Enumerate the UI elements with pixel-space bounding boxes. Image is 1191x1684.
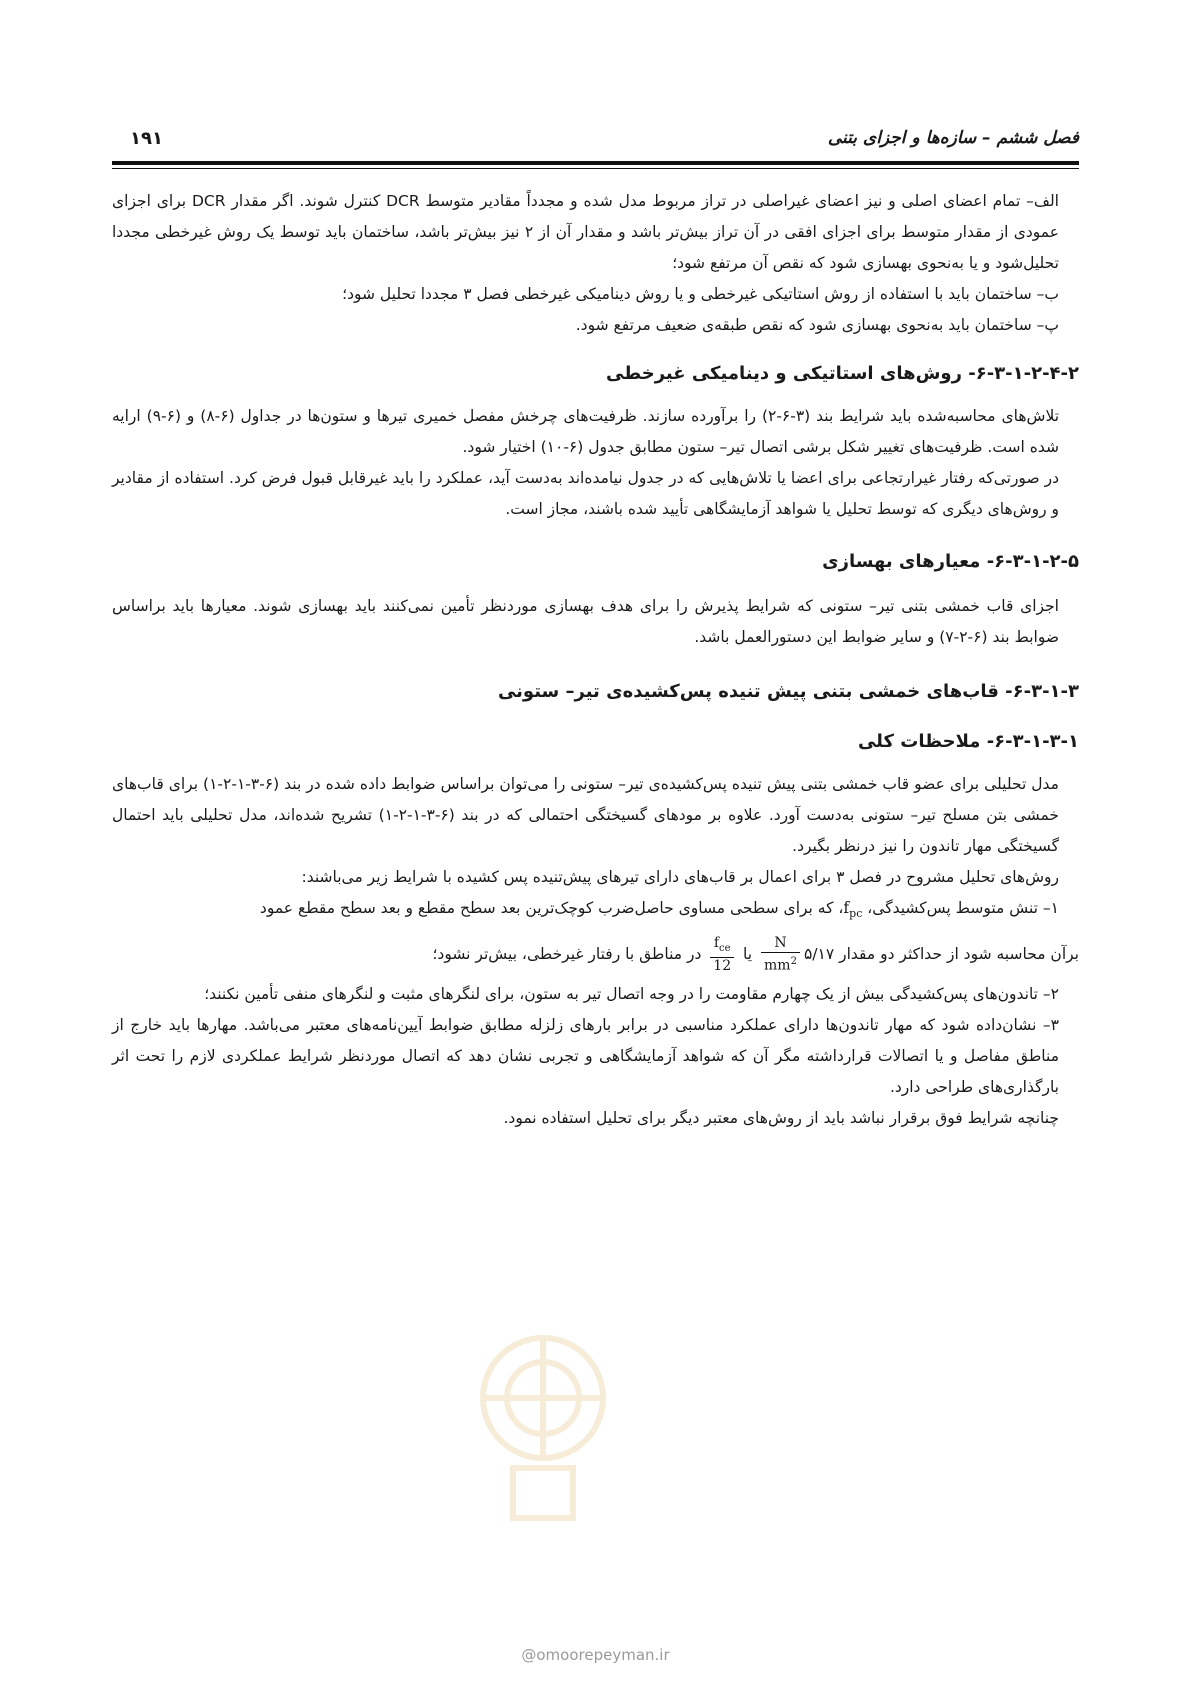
watermark-logo bbox=[458, 1318, 628, 1538]
formula-symbol: $f_{pc}$ bbox=[843, 899, 863, 921]
list-item-text: یا bbox=[738, 945, 758, 964]
section-heading: ۶-۳-۱-۳-۱- ملاحظات کلی bbox=[857, 731, 1079, 752]
list-item-text: برآن محاسبه شود از حداکثر دو مقدار bbox=[834, 945, 1079, 964]
list-item-2: ۲– تاندون‌های پس‌کشیدگی بیش از یک چهارم مقاومت را در وجه اتصال تیر به ستون، برای لنگرهای مثبت و لنگرهای منفی تأمین نکنند؛ bbox=[204, 985, 1059, 1004]
paragraph-b: ب– ساختمان باید با استفاده از روش استاتیکی غیرخطی و یا روش دینامیکی غیرخطی فصل ۳ مجددا تحلیل شود؛ bbox=[342, 285, 1059, 303]
formula-fraction bbox=[710, 935, 734, 975]
header-rule-thin bbox=[112, 168, 1079, 169]
paragraph: روش‌های تحلیل مشروح در فصل ۳ برای اعمال بر قاب‌های دارای تیرهای پیش‌تنیده پس کشیده با شرایط زیر می‌باشند: bbox=[301, 868, 1059, 886]
section-heading: ۶-۳-۱-۲-۵- معیارهای بهسازی bbox=[822, 551, 1079, 572]
paragraph: در صورتی‌که رفتار غیرارتجاعی برای اعضا یا تلاش‌هایی که در جدول نیامده‌اند به‌دست آید، عملکرد را باید غیرقابل قبول فرض کرد. استفاده از مقادیر و روش‌های دیگری که توسط تحلیل یا شواهد آزمایشگاهی تأیید شده باشند، مجاز است. bbox=[112, 469, 1059, 518]
list-item-text: ۱– تنش متوسط پس‌کشیدگی، bbox=[862, 899, 1059, 917]
list-item-text: ، که برای سطحی مساوی حاصل‌ضرب کوچک‌ترین بعد سطح مقطع و بعد سطح مقطع عمود bbox=[259, 899, 844, 917]
fraction-numerator: N bbox=[761, 935, 800, 953]
list-item-1-continued bbox=[112, 929, 1079, 979]
fraction-denominator: 12 bbox=[713, 957, 732, 974]
paragraph-p: پ– ساختمان باید به‌نحوی بهسازی شود که نقص طبقه‌ی ضعیف مرتفع شود. bbox=[575, 316, 1059, 334]
unit-fraction bbox=[761, 935, 800, 975]
page-body bbox=[112, 186, 1079, 1134]
header-rule-thick bbox=[112, 161, 1079, 165]
section-heading: ۶-۳-۱-۲-۴-۲- روش‌های استاتیکی و دینامیکی غیرخطی bbox=[606, 363, 1079, 384]
section-heading: ۶-۳-۱-۳- قاب‌های خمشی بتنی پیش تنیده پس‌کشیده‌ی تیر– ستونی bbox=[497, 681, 1079, 702]
paragraph: مدل تحلیلی برای عضو قاب خمشی بتنی پیش تنیده پس‌کشیده‌ی تیر– ستونی را می‌توان براساس ضوابط داده شده در بند (۶-۳-۱-۲-۱) برای قاب‌های خمشی بتن مسلح تیر– ستونی به‌دست آورد. علاوه بر مودهای گسیختگی احتمالی که در بند (۶-۳-۱-۲-۱) تشریح شده‌اند، مدل تحلیلی باید احتمال گسیختگی مهار تاندون را نیز درنظر بگیرد. bbox=[112, 775, 1059, 855]
page-number: ۱۹۱ bbox=[130, 128, 163, 149]
paragraph: چنانچه شرایط فوق برقرار نباشد باید از روش‌های معتبر دیگر برای تحلیل استفاده نمود. bbox=[503, 1109, 1059, 1128]
paragraph-a: الف– تمام اعضای اصلی و نیز اعضای غیراصلی در تراز مربوط مدل شده و مجدداً مقادیر متوسط DCR کنترل شوند. اگر مقدار DCR برای اجزای عمودی از مقدار متوسط برای اجزای افقی در آن تراز بیش‌تر باشد و مقدار آن از ۲ نیز بیش‌تر باشد، ساختمان باید توسط یک روش غیرخطی مجددا تحلیل‌شود و یا به‌نحوی بهسازی شود که نقص آن مرتفع شود؛ bbox=[112, 192, 1060, 272]
list-item-text: در مناطق با رفتار غیرخطی، بیش‌تر نشود؛ bbox=[432, 945, 707, 964]
paragraph: اجزای قاب خمشی بتنی تیر– ستونی که شرایط پذیرش را برای هدف بهسازی موردنظر تأمین نمی‌کنند باید بهسازی شوند. معیارها باید براساس ضوابط بند (۶-۲-۷) و سایر ضوابط این دستورالعمل باشد. bbox=[112, 597, 1059, 646]
paragraph: تلاش‌های محاسبه‌شده باید شرایط بند (۳-۶-۲) را برآورده سازند. ظرفیت‌های چرخش مفصل خمیری تیرها و ستون‌ها در جداول (۶-۸) و (۶-۹) ارایه شده است. ظرفیت‌های تغییر شکل برشی اتصال تیر– ستون مطابق جدول (۶-۱۰) اختیار شود. bbox=[112, 407, 1060, 456]
value: ۵/۱۷ bbox=[803, 945, 835, 964]
list-item-1 bbox=[112, 893, 1079, 929]
page-header bbox=[112, 128, 1079, 154]
fraction-denominator: $mm^2$ bbox=[764, 955, 797, 974]
footer-site: @omoorepeyman.ir bbox=[521, 1646, 670, 1664]
list-item-3: ۳– نشان‌داده شود که مهار تاندون‌ها دارای عملکرد مناسبی در برابر بارهای زلزله مطابق ضوابط آیین‌نامه‌های معتبر می‌باشد. مهارها باید خارج از مناطق مفاصل و یا اتصالات قرارداشته مگر آن که شواهد آزمایشگاهی و تجربی نشان دهد که اتصال موردنظر شرایط عملکردی لازم را تحت اثر بارگذاری‌های طراحی دارد. bbox=[112, 1016, 1059, 1097]
chapter-title: فصل ششم – سازه‌ها و اجزای بتنی bbox=[827, 128, 1079, 148]
fraction-numerator: $f_{ce}$ bbox=[710, 935, 734, 958]
